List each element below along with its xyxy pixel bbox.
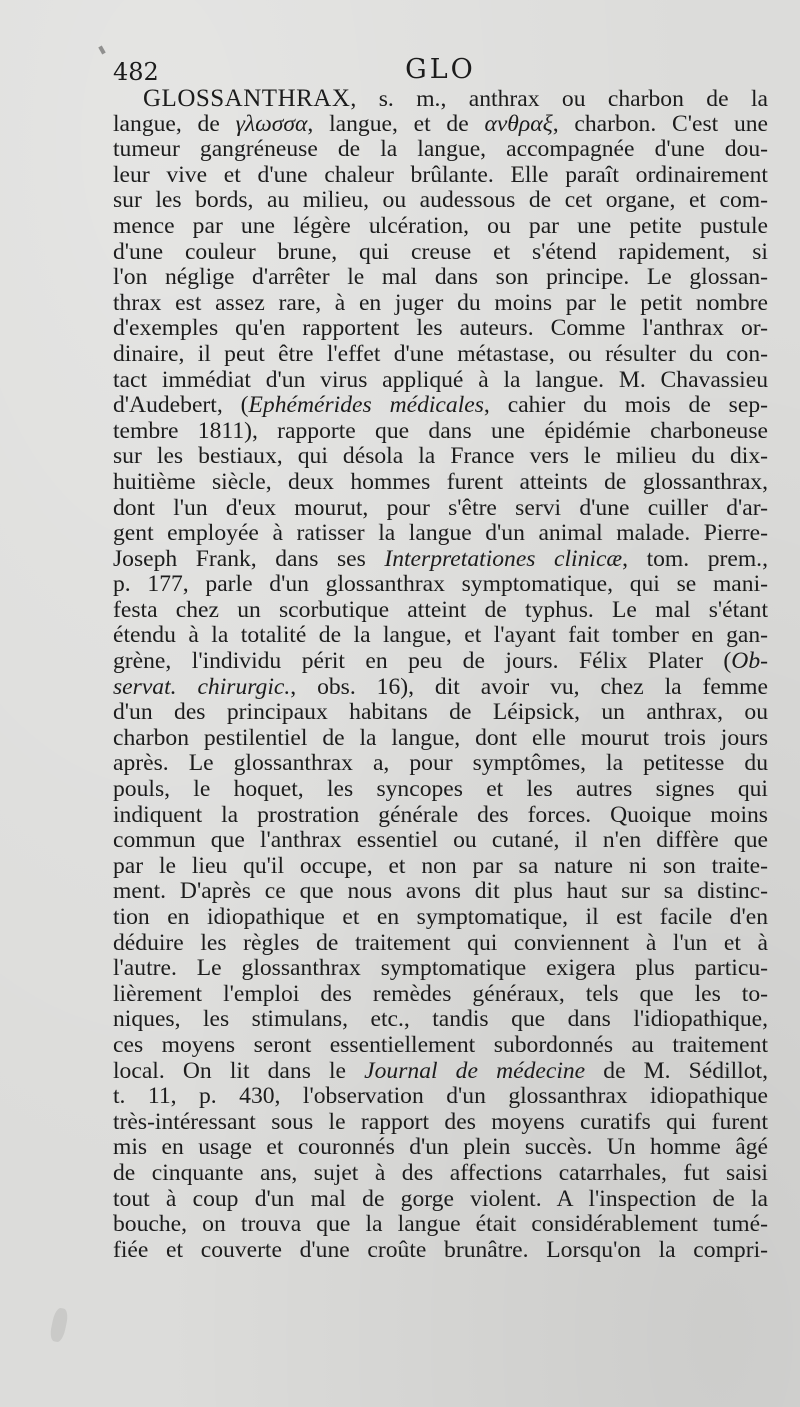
text-line: après. Le glossanthrax a, pour symptômes, la petitesse du <box>113 750 768 777</box>
text-line: tion en idiopathique et en symptomatique, il est facile d'en <box>113 904 768 930</box>
dictionary-entry <box>113 86 768 1263</box>
text-line: ces moyens seront essentiellement subordonnés au traitement <box>113 1031 768 1058</box>
text-line: d'une couleur brune, qui creuse et s'étend rapidement, si <box>113 238 768 265</box>
citation-title: Ephémérides médicales <box>248 392 484 419</box>
text-line: commun que l'anthrax essentiel ou cutané, il n'en diffère que <box>113 827 768 854</box>
text-line: t. 11, p. 430, l'observation d'un glossanthrax idiopathique <box>113 1083 768 1110</box>
text-line: grène, l'individu périt en peu de jours. Félix Plater (Ob- <box>113 648 768 675</box>
text-line: thrax est assez rare, à en juger du moins par le petit nombre <box>113 289 768 316</box>
text-line: bouche, on trouva que la langue était considérablement tumé- <box>113 1211 768 1238</box>
text-line: très-intéressant sous le rapport des moyens curatifs qui furent <box>113 1108 768 1135</box>
text-line: ment. D'après ce que nous avons dit plus haut sur sa distinc- <box>113 878 768 905</box>
text-line: par le lieu qu'il occupe, et non par sa nature ni son traite- <box>113 852 768 879</box>
running-head: GLO <box>405 54 476 85</box>
text-line: tembre 1811), rapporte que dans une épidémie charboneuse <box>113 417 768 444</box>
citation-title: servat. chirurgic. <box>113 673 291 700</box>
text-line: déduire les règles de traitement qui conviennent à l'un et à <box>113 929 768 956</box>
greek-word: γλωσσα <box>235 110 308 137</box>
text-line: de cinquante ans, sujet à des affections catarrhales, fut saisi <box>113 1159 768 1186</box>
text-line: pouls, le hoquet, les syncopes et les autres signes qui <box>113 776 768 803</box>
text-line: tumeur gangréneuse de la langue, accompagnée d'une dou- <box>113 136 768 163</box>
text-line: mence par une légère ulcération, ou par une petite pustule <box>113 212 768 239</box>
headword: GLOSSANTHRAX <box>143 85 351 112</box>
text-line: dont l'un d'eux mourut, pour s'être servi d'une cuiller d'ar- <box>113 494 768 521</box>
text-line: p. 177, parle d'un glossanthrax symptomatique, qui se mani- <box>113 571 768 598</box>
citation-title: Ob- <box>731 648 768 675</box>
text-line: local. On lit dans le Journal de médecine de M. Sédillot, <box>113 1057 768 1084</box>
text-line: huitième siècle, deux hommes furent atteints de glossanthrax, <box>113 468 768 495</box>
text-line: gent employée à ratisser la langue d'un animal malade. Pierre- <box>113 520 768 547</box>
text-line: d'un des principaux habitans de Léipsick, un anthrax, ou <box>113 699 768 726</box>
text-line: festa chez un scorbutique atteint de typhus. Le mal s'étant <box>113 596 768 623</box>
text-line: fiée et couverte d'une croûte brunâtre. Lorsqu'on la compri- <box>113 1236 768 1263</box>
text-line: lièrement l'emploi des remèdes généraux, tels que les to- <box>113 980 768 1007</box>
greek-word: ανθραξ <box>484 110 553 137</box>
text-line: tout à coup d'un mal de gorge violent. A l'inspection de la <box>113 1185 768 1212</box>
text-line: mis en usage et couronnés d'un plein succès. Un homme âgé <box>113 1134 768 1161</box>
text-line: l'on néglige d'arrêter le mal dans son principe. Le glossan- <box>113 264 768 291</box>
text-line: d'exemples qu'en rapportent les auteurs. Comme l'anthrax or- <box>113 315 768 342</box>
text-line: tact immédiat d'un virus appliqué à la langue. M. Chavassieu <box>113 366 768 393</box>
text-line: sur les bords, au milieu, ou audessous de cet organe, et com- <box>113 187 768 214</box>
text-line: d'Audebert, (Ephémérides médicales, cahier du mois de sep- <box>113 392 768 419</box>
text-line: l'autre. Le glossanthrax symptomatique exigera plus particu- <box>113 955 768 982</box>
text-line: dinaire, il peut être l'effet d'une métastase, ou résulter du con- <box>113 340 768 367</box>
text-line: leur vive et d'une chaleur brûlante. Elle paraît ordinairement <box>113 161 768 188</box>
scan-mark <box>98 46 105 55</box>
page-number: 482 <box>113 58 159 86</box>
text-line: GLOSSANTHRAX, s. m., anthrax ou charbon de la <box>143 85 768 112</box>
citation-title: Interpretationes clinicæ <box>384 545 623 572</box>
paper-stain <box>49 1307 70 1343</box>
text-line: niques, les stimulans, etc., tandis que dans l'idiopathique, <box>113 1006 768 1033</box>
text-line: charbon pestilentiel de la langue, dont elle mourut trois jours <box>113 724 768 751</box>
text-line: servat. chirurgic., obs. 16), dit avoir vu, chez la femme <box>113 673 769 700</box>
text-line: Joseph Frank, dans ses Interpretationes clinicæ, tom. prem., <box>113 545 768 572</box>
text-line: indiquent la prostration générale des forces. Quoique moins <box>113 801 768 828</box>
text-line: langue, de γλωσσα, langue, et de ανθραξ, charbon. C'est une <box>113 110 769 137</box>
text-line: sur les bestiaux, qui désola la France vers le milieu du dix- <box>113 443 768 470</box>
text-line: étendu à la totalité de la langue, et l'ayant fait tomber en gan- <box>113 622 768 649</box>
citation-title: Journal de médecine <box>364 1057 586 1084</box>
